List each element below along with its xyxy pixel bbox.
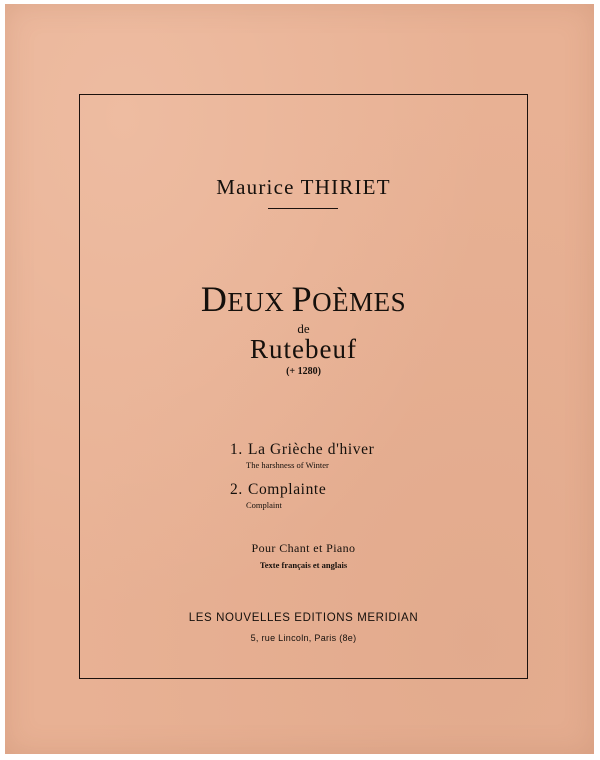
piece-translation: The harshness of Winter <box>246 460 329 470</box>
piece-translation: Complaint <box>246 500 282 510</box>
score-cover <box>5 4 594 754</box>
piece-name: Complainte <box>248 481 327 498</box>
title-preposition: de <box>297 321 310 336</box>
border-frame <box>79 94 528 679</box>
publisher-name: LES NOUVELLES EDITIONS MERIDIAN <box>188 612 419 624</box>
publisher-address: 5, rue Lincoln, Paris (8e) <box>250 633 357 643</box>
poet-dates: (+ 1280) <box>286 366 321 377</box>
divider-rule <box>268 208 338 209</box>
composer-name: Maurice THIRIET <box>216 175 391 199</box>
title-part: D <box>200 279 228 319</box>
pieces-list <box>230 441 374 521</box>
title-part: P <box>291 279 313 319</box>
poet-name: Rutebeuf <box>250 334 357 364</box>
piece-name: La Grièche d'hiver <box>248 441 375 458</box>
scoring-text: Pour Chant et Piano <box>251 541 356 555</box>
piece-number: 1. <box>230 441 243 458</box>
work-title <box>80 279 527 322</box>
piece-number: 2. <box>230 481 243 498</box>
title-part: EUX <box>227 287 292 317</box>
languages-text: Texte français et anglais <box>259 560 348 570</box>
piece-title <box>230 481 374 499</box>
title-part: OÈMES <box>312 287 407 317</box>
piece-title <box>230 441 374 459</box>
